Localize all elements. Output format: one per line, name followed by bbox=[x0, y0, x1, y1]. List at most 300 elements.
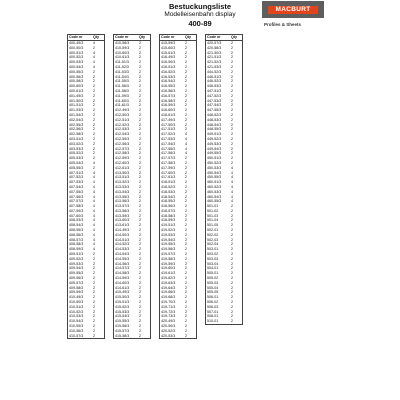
code-cell: 412-51/3 bbox=[115, 117, 130, 122]
code-cell: 408-59/3 bbox=[69, 247, 84, 252]
qty-cell: 2 bbox=[93, 45, 95, 50]
header-code: Code nr bbox=[161, 35, 175, 39]
qty-cell: 2 bbox=[139, 271, 141, 276]
code-cell: 447-51/3 bbox=[207, 88, 222, 93]
code-cell: 410-52/3 bbox=[69, 309, 84, 314]
code-cell: 419-52/3 bbox=[161, 228, 176, 233]
qty-cell: 2 bbox=[93, 309, 95, 314]
code-cell: 510-01 bbox=[207, 319, 219, 324]
qty-cell: 2 bbox=[139, 88, 141, 93]
code-cell: 505-01 bbox=[207, 271, 219, 276]
code-cell: 446-51/3 bbox=[207, 74, 222, 79]
qty-cell: 4 bbox=[185, 132, 187, 137]
qty-cell: 4 bbox=[231, 184, 233, 189]
code-cell: 412-58/3 bbox=[115, 151, 130, 156]
table-column-3 bbox=[159, 34, 197, 339]
qty-cell: 2 bbox=[93, 165, 95, 170]
code-cell: 448-55/3 bbox=[207, 127, 222, 132]
code-cell: 418-53/3 bbox=[161, 189, 176, 194]
qty-cell: 2 bbox=[185, 160, 187, 165]
code-cell: 414-57/3 bbox=[115, 266, 130, 271]
qty-cell: 4 bbox=[93, 160, 95, 165]
qty-cell: 4 bbox=[93, 242, 95, 247]
code-cell: 420-53/3 bbox=[161, 333, 176, 338]
qty-cell: 4 bbox=[93, 194, 95, 199]
code-cell: 421-51/3 bbox=[207, 55, 222, 60]
code-cell: 419-58/3 bbox=[161, 256, 176, 261]
code-cell: 412-59/3 bbox=[115, 156, 130, 161]
code-cell: 447-52/3 bbox=[207, 93, 222, 98]
qty-cell: 2 bbox=[185, 122, 187, 127]
qty-cell: 2 bbox=[139, 295, 141, 300]
qty-cell: 2 bbox=[139, 146, 141, 151]
code-cell: 414-58/3 bbox=[115, 271, 130, 276]
code-cell: 419-62/3 bbox=[161, 276, 176, 281]
qty-cell: 2 bbox=[231, 60, 233, 65]
qty-cell: 2 bbox=[139, 285, 141, 290]
qty-cell: 2 bbox=[139, 247, 141, 252]
code-cell: 420-58/3 bbox=[207, 45, 222, 50]
code-cell: 419-55/3 bbox=[161, 242, 176, 247]
qty-cell: 2 bbox=[93, 93, 95, 98]
code-cell: 408-54/3 bbox=[69, 223, 84, 228]
qty-cell: 4 bbox=[93, 64, 95, 69]
qty-cell: 2 bbox=[185, 50, 187, 55]
qty-cell: 2 bbox=[139, 122, 141, 127]
table-column-2 bbox=[113, 34, 151, 339]
table-column-4 bbox=[205, 34, 243, 325]
code-cell: 419-60/3 bbox=[161, 266, 176, 271]
code-cell: 450-53/3 bbox=[207, 165, 222, 170]
code-cell: 415-60/3 bbox=[161, 45, 176, 50]
code-cell: 410-58/3 bbox=[115, 41, 130, 45]
qty-cell: 2 bbox=[185, 194, 187, 199]
code-cell: 419-68/3 bbox=[161, 295, 176, 300]
code-cell: 417-50/3 bbox=[161, 122, 176, 127]
qty-cell: 2 bbox=[231, 285, 233, 290]
code-cell: 418-59/3 bbox=[161, 218, 176, 223]
qty-cell: 2 bbox=[231, 300, 233, 305]
qty-cell: 2 bbox=[231, 266, 233, 271]
qty-cell: 2 bbox=[93, 271, 95, 276]
qty-cell: 2 bbox=[139, 208, 141, 213]
code-cell: 415-61/3 bbox=[161, 50, 176, 55]
qty-cell: 2 bbox=[139, 64, 141, 69]
qty-cell: 2 bbox=[139, 319, 141, 324]
qty-cell: 2 bbox=[231, 309, 233, 314]
code-cell: 419-70/3 bbox=[161, 300, 176, 305]
header bbox=[0, 0, 400, 36]
document-range: 400-89 bbox=[188, 19, 212, 28]
code-cell: 503-02 bbox=[207, 252, 219, 257]
qty-cell: 2 bbox=[93, 98, 95, 103]
qty-cell: 2 bbox=[231, 160, 233, 165]
code-cell: 448-54/3 bbox=[207, 122, 222, 127]
qty-cell: 2 bbox=[231, 146, 233, 151]
code-cell: 407-55/3 bbox=[69, 189, 84, 194]
code-cell: 401-53/3 bbox=[69, 108, 84, 113]
code-cell: 460-51/3 bbox=[207, 180, 222, 185]
code-cell: 450-52/3 bbox=[207, 160, 222, 165]
code-cell: 403-51/3 bbox=[69, 136, 84, 141]
code-cell: 421-52/3 bbox=[207, 60, 222, 65]
code-cell: 415-57/3 bbox=[115, 328, 130, 333]
code-cell: 410-55/3 bbox=[69, 324, 84, 329]
code-cell: 400-53/3 bbox=[69, 60, 84, 65]
qty-cell: 2 bbox=[93, 295, 95, 300]
code-cell: 407-54/3 bbox=[69, 184, 84, 189]
qty-cell: 2 bbox=[139, 223, 141, 228]
qty-cell: 2 bbox=[139, 103, 141, 108]
qty-cell: 2 bbox=[93, 103, 95, 108]
code-cell: 413-59/3 bbox=[115, 213, 130, 218]
qty-cell: 2 bbox=[185, 93, 187, 98]
qty-cell: 4 bbox=[231, 165, 233, 170]
code-cell: 402-54/3 bbox=[69, 117, 84, 122]
qty-cell: 2 bbox=[185, 108, 187, 113]
qty-cell: 2 bbox=[231, 256, 233, 261]
code-cell: 501-03 bbox=[207, 213, 219, 218]
code-cell: 416-56/3 bbox=[161, 88, 176, 93]
code-cell: 403-52/3 bbox=[69, 141, 84, 146]
code-cell: 408-53/3 bbox=[69, 218, 84, 223]
qty-cell: 2 bbox=[185, 285, 187, 290]
qty-cell: 2 bbox=[139, 266, 141, 271]
table-row bbox=[206, 319, 242, 324]
code-cell: 502-01 bbox=[207, 228, 219, 233]
qty-cell: 2 bbox=[139, 170, 141, 175]
code-cell: 412-56/3 bbox=[115, 141, 130, 146]
qty-cell: 2 bbox=[139, 108, 141, 113]
qty-cell: 2 bbox=[139, 184, 141, 189]
qty-cell: 4 bbox=[231, 194, 233, 199]
code-cell: 419-61/3 bbox=[161, 271, 176, 276]
qty-cell: 2 bbox=[231, 252, 233, 257]
code-cell: 414-50/3 bbox=[115, 232, 130, 237]
qty-cell: 2 bbox=[185, 328, 187, 333]
qty-cell: 2 bbox=[231, 208, 233, 213]
code-cell: 414-51/3 bbox=[115, 237, 130, 242]
qty-cell: 2 bbox=[139, 328, 141, 333]
qty-cell: 2 bbox=[185, 314, 187, 319]
qty-cell: 2 bbox=[139, 117, 141, 122]
qty-cell: 4 bbox=[185, 136, 187, 141]
code-cell: 411-60/3 bbox=[115, 98, 129, 103]
code-cell: 420-52/3 bbox=[161, 328, 176, 333]
qty-cell: 2 bbox=[139, 175, 141, 180]
qty-cell: 2 bbox=[93, 112, 95, 117]
qty-cell: 4 bbox=[93, 41, 95, 45]
code-cell: 412-54/3 bbox=[115, 132, 130, 137]
code-cell: 410-53/3 bbox=[69, 314, 84, 319]
code-cell: 413-57/3 bbox=[115, 204, 130, 209]
code-cell: 413-55/3 bbox=[115, 194, 130, 199]
code-cell: 450-54/3 bbox=[207, 170, 222, 175]
code-cell: 418-54/3 bbox=[161, 194, 176, 199]
qty-cell: 2 bbox=[185, 165, 187, 170]
code-cell: 505-05 bbox=[207, 290, 219, 295]
code-cell: 400-61/3 bbox=[69, 88, 84, 93]
qty-cell: 2 bbox=[185, 237, 187, 242]
code-cell: 501-01 bbox=[207, 204, 219, 209]
qty-cell: 4 bbox=[185, 141, 187, 146]
qty-cell: 4 bbox=[93, 55, 95, 60]
qty-cell: 2 bbox=[231, 280, 233, 285]
qty-cell: 2 bbox=[185, 218, 187, 223]
qty-cell: 2 bbox=[231, 271, 233, 276]
code-cell: 420-49/3 bbox=[161, 319, 176, 324]
code-cell: 411-52/3 bbox=[115, 64, 129, 69]
code-cell: 417-56/3 bbox=[161, 151, 176, 156]
qty-cell: 4 bbox=[93, 170, 95, 175]
code-cell: 415-50/3 bbox=[115, 295, 130, 300]
code-cell: 407-57/3 bbox=[69, 199, 84, 204]
code-cell: 447-54/3 bbox=[207, 103, 222, 108]
code-cell: 400-51/3 bbox=[69, 50, 84, 55]
table-row bbox=[68, 334, 104, 339]
code-cell: 416-51/3 bbox=[161, 64, 176, 69]
code-cell: 415-54/3 bbox=[115, 314, 130, 319]
qty-cell: 2 bbox=[93, 146, 95, 151]
qty-cell: 4 bbox=[93, 204, 95, 209]
qty-cell: 4 bbox=[93, 175, 95, 180]
code-cell: 421-50/3 bbox=[207, 50, 222, 55]
code-cell: 400-58/3 bbox=[69, 79, 84, 84]
qty-cell: 2 bbox=[93, 127, 95, 132]
qty-cell: 2 bbox=[93, 319, 95, 324]
code-cell: 411-61/3 bbox=[115, 103, 129, 108]
qty-cell: 2 bbox=[93, 324, 95, 329]
code-cell: 413-51/3 bbox=[115, 175, 130, 180]
code-cell: 417-59/3 bbox=[161, 165, 176, 170]
code-cell: 413-53/3 bbox=[115, 184, 130, 189]
code-cell: 508-01 bbox=[207, 314, 219, 319]
qty-cell: 4 bbox=[93, 189, 95, 194]
code-cell: 417-60/3 bbox=[161, 170, 176, 175]
qty-cell: 2 bbox=[185, 228, 187, 233]
code-cell: 407-52/3 bbox=[69, 175, 84, 180]
code-cell: 416-53/3 bbox=[161, 74, 176, 79]
code-cell: 400-60/3 bbox=[69, 84, 84, 89]
code-cell: 410-60/3 bbox=[115, 50, 130, 55]
qty-cell: 2 bbox=[139, 50, 141, 55]
code-cell: 415-49/3 bbox=[115, 290, 130, 295]
qty-cell: 2 bbox=[139, 218, 141, 223]
qty-cell: 2 bbox=[185, 271, 187, 276]
logo-tagline: Profiles & Sheets bbox=[264, 22, 302, 27]
code-cell: 407-60/3 bbox=[69, 213, 84, 218]
qty-cell: 2 bbox=[231, 55, 233, 60]
qty-cell: 2 bbox=[231, 156, 233, 161]
qty-cell: 4 bbox=[185, 146, 187, 151]
header-code: Code nr bbox=[69, 35, 83, 39]
code-cell: 419-51/3 bbox=[161, 223, 176, 228]
code-cell: 405-54/3 bbox=[69, 160, 84, 165]
qty-cell: 2 bbox=[93, 141, 95, 146]
qty-cell: 2 bbox=[231, 98, 233, 103]
qty-cell: 2 bbox=[185, 180, 187, 185]
code-cell: 412-53/3 bbox=[115, 127, 130, 132]
qty-cell: 2 bbox=[185, 55, 187, 60]
qty-cell: 2 bbox=[185, 300, 187, 305]
qty-cell: 2 bbox=[139, 136, 141, 141]
code-cell: 413-61/3 bbox=[115, 223, 130, 228]
code-cell: 503-04 bbox=[207, 261, 219, 266]
code-cell: 504-01 bbox=[207, 266, 219, 271]
qty-cell: 2 bbox=[185, 117, 187, 122]
qty-cell: 2 bbox=[139, 309, 141, 314]
qty-cell: 4 bbox=[93, 218, 95, 223]
qty-cell: 2 bbox=[231, 84, 233, 89]
code-cell: 419-53/3 bbox=[161, 232, 176, 237]
code-cell: 412-61/3 bbox=[115, 165, 130, 170]
qty-cell: 2 bbox=[139, 127, 141, 132]
document-title: Bestuckungsliste bbox=[168, 2, 232, 11]
code-cell: 502-02 bbox=[207, 232, 219, 237]
code-cell: 400-55/3 bbox=[69, 69, 84, 74]
qty-cell: 2 bbox=[139, 180, 141, 185]
code-cell: 415-53/3 bbox=[115, 309, 130, 314]
code-cell: 407-53/3 bbox=[69, 180, 84, 185]
qty-cell: 2 bbox=[231, 103, 233, 108]
code-cell: 411-51/3 bbox=[115, 60, 129, 65]
code-cell: 460-53/3 bbox=[207, 189, 222, 194]
code-cell: 416-60/3 bbox=[161, 108, 176, 113]
code-cell: 400-54/3 bbox=[69, 64, 84, 69]
qty-cell: 2 bbox=[231, 232, 233, 237]
document-title-block bbox=[120, 2, 280, 28]
qty-cell: 2 bbox=[93, 300, 95, 305]
qty-cell: 2 bbox=[231, 223, 233, 228]
code-cell: 416-61/3 bbox=[161, 112, 176, 117]
qty-cell: 2 bbox=[139, 300, 141, 305]
qty-cell: 2 bbox=[93, 314, 95, 319]
qty-cell: 2 bbox=[139, 256, 141, 261]
code-cell: 415-52/3 bbox=[115, 304, 130, 309]
code-cell: 447-55/3 bbox=[207, 108, 222, 113]
code-cell: 412-49/3 bbox=[115, 108, 130, 113]
code-cell: 415-55/3 bbox=[115, 319, 130, 324]
qty-cell: 2 bbox=[139, 84, 141, 89]
qty-cell: 2 bbox=[185, 189, 187, 194]
code-cell: 419-59/3 bbox=[161, 261, 176, 266]
qty-cell: 2 bbox=[185, 276, 187, 281]
qty-cell: 2 bbox=[93, 136, 95, 141]
qty-cell: 2 bbox=[139, 151, 141, 156]
code-cell: 418-51/3 bbox=[161, 180, 176, 185]
qty-cell: 2 bbox=[231, 112, 233, 117]
qty-cell: 2 bbox=[231, 136, 233, 141]
qty-cell: 2 bbox=[185, 69, 187, 74]
qty-cell: 4 bbox=[231, 180, 233, 185]
qty-cell: 2 bbox=[185, 127, 187, 132]
qty-cell: 2 bbox=[139, 93, 141, 98]
header-code: Code nr bbox=[115, 35, 129, 39]
header-qty: Qty bbox=[139, 35, 145, 39]
qty-cell: 2 bbox=[139, 276, 141, 281]
code-cell: 410-50/3 bbox=[69, 300, 84, 305]
logo-brand-text: MACBURT bbox=[268, 6, 318, 14]
code-cell: 415-51/3 bbox=[115, 300, 130, 305]
qty-cell: 2 bbox=[231, 218, 233, 223]
code-cell: 414-53/3 bbox=[115, 247, 130, 252]
qty-cell: 2 bbox=[139, 74, 141, 79]
header-code: Code nr bbox=[207, 35, 221, 39]
code-cell: 407-58/3 bbox=[69, 204, 84, 209]
code-cell: 401-50/3 bbox=[69, 98, 84, 103]
qty-cell: 2 bbox=[185, 242, 187, 247]
qty-cell: 2 bbox=[139, 60, 141, 65]
qty-cell: 2 bbox=[93, 256, 95, 261]
code-cell: 444-52/3 bbox=[207, 69, 222, 74]
qty-cell: 2 bbox=[139, 69, 141, 74]
code-cell: 417-49/3 bbox=[161, 117, 176, 122]
qty-cell: 2 bbox=[139, 79, 141, 84]
qty-cell: 2 bbox=[231, 276, 233, 281]
code-cell: 417-52/3 bbox=[161, 132, 176, 137]
qty-cell: 2 bbox=[139, 55, 141, 60]
qty-cell: 2 bbox=[139, 242, 141, 247]
code-cell: 414-49/3 bbox=[115, 228, 130, 233]
qty-cell: 2 bbox=[93, 333, 95, 338]
qty-cell: 2 bbox=[231, 132, 233, 137]
code-cell: 408-57/3 bbox=[69, 237, 84, 242]
qty-cell: 2 bbox=[231, 304, 233, 309]
qty-cell: 2 bbox=[93, 84, 95, 89]
code-cell: 413-60/3 bbox=[115, 218, 130, 223]
code-cell: 419-54/3 bbox=[161, 237, 176, 242]
code-cell: 420-50/3 bbox=[161, 324, 176, 329]
code-cell: 400-56/3 bbox=[69, 74, 84, 79]
qty-cell: 2 bbox=[139, 141, 141, 146]
code-cell: 410-49/3 bbox=[69, 295, 84, 300]
code-cell: 411-58/3 bbox=[115, 88, 129, 93]
code-cell: 421-53/3 bbox=[207, 64, 222, 69]
code-cell: 447-53/3 bbox=[207, 98, 222, 103]
qty-cell: 2 bbox=[231, 88, 233, 93]
qty-cell: 2 bbox=[139, 324, 141, 329]
code-cell: 411-55/3 bbox=[115, 79, 129, 84]
code-cell: 414-60/3 bbox=[115, 280, 130, 285]
code-cell: 417-51/3 bbox=[161, 127, 176, 132]
code-cell: 403-53/3 bbox=[69, 146, 84, 151]
code-cell: 402-58/3 bbox=[69, 132, 84, 137]
qty-cell: 2 bbox=[185, 64, 187, 69]
qty-cell: 2 bbox=[231, 290, 233, 295]
qty-cell: 2 bbox=[93, 122, 95, 127]
qty-cell: 2 bbox=[93, 304, 95, 309]
code-cell: 417-57/3 bbox=[161, 156, 176, 161]
qty-cell: 2 bbox=[185, 256, 187, 261]
code-cell: 419-71/3 bbox=[161, 304, 176, 309]
table-row bbox=[114, 334, 150, 339]
qty-cell: 2 bbox=[185, 74, 187, 79]
qty-cell: 2 bbox=[139, 112, 141, 117]
code-cell: 417-55/3 bbox=[161, 146, 176, 151]
code-cell: 506-03 bbox=[207, 304, 219, 309]
qty-cell: 2 bbox=[139, 165, 141, 170]
code-cell: 410-56/3 bbox=[69, 328, 84, 333]
qty-cell: 2 bbox=[185, 175, 187, 180]
qty-cell: 2 bbox=[231, 41, 233, 45]
code-cell: 410-57/3 bbox=[69, 333, 84, 338]
code-cell: 409-55/3 bbox=[69, 271, 84, 276]
qty-cell: 4 bbox=[231, 170, 233, 175]
code-cell: 506-02 bbox=[207, 300, 219, 305]
qty-cell: 2 bbox=[139, 194, 141, 199]
qty-cell: 4 bbox=[231, 175, 233, 180]
code-cell: 410-59/3 bbox=[115, 45, 130, 50]
